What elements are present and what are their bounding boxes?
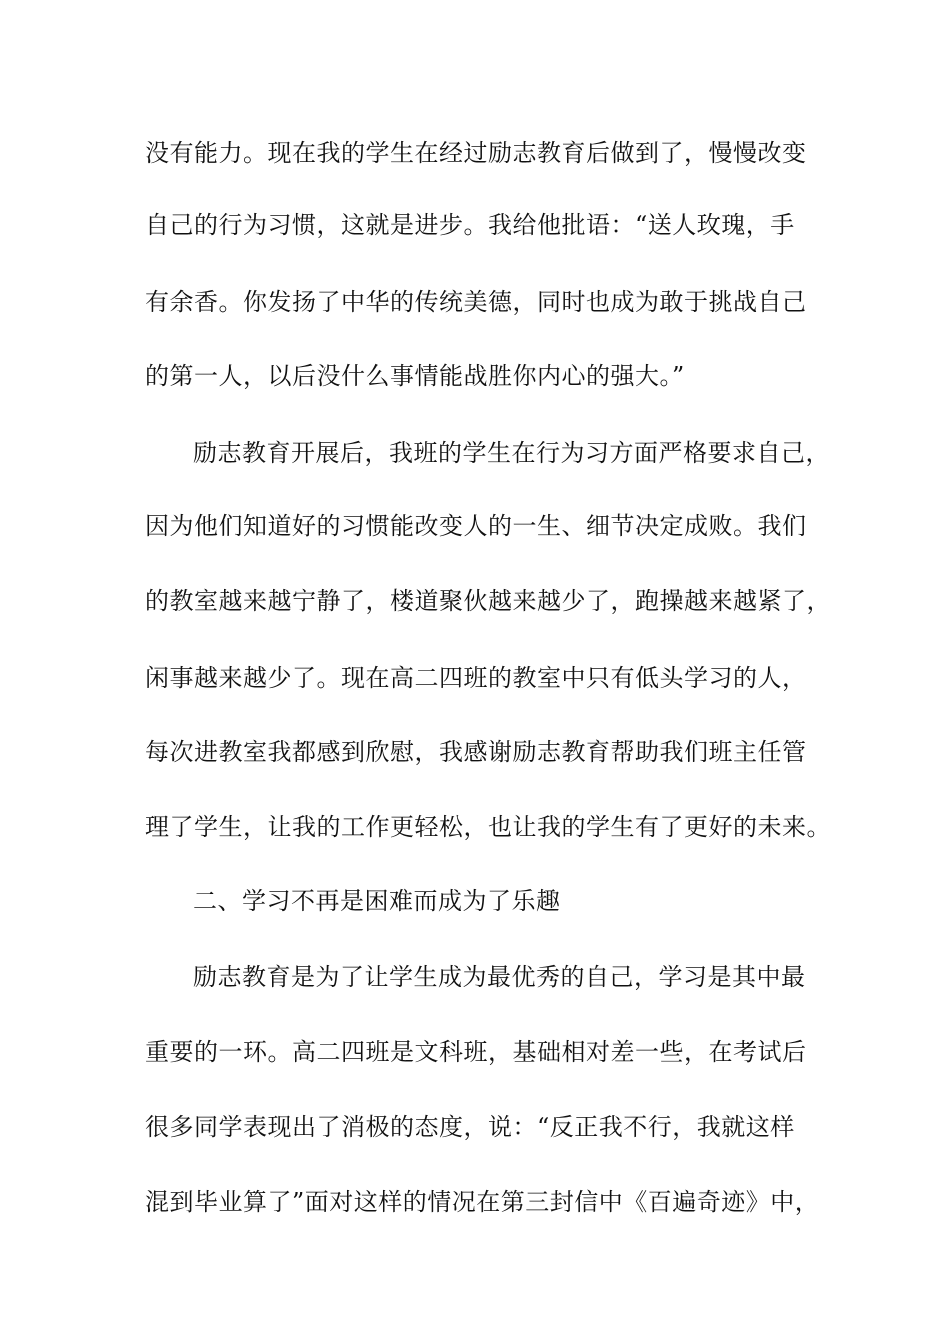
paragraph-line: 有余香。你发扬了中华的传统美德，同时也成为敢于挑战自己: [145, 288, 807, 316]
paragraph-line: 没有能力。现在我的学生在经过励志教育后做到了，慢慢改变: [145, 139, 807, 167]
paragraph-first-line: 励志教育开展后，我班的学生在行为习方面严格要求自己，: [193, 439, 830, 467]
paragraph-line: 自己的行为习惯，这就是进步。我给他批语：“送人玫瑰，手: [145, 211, 795, 239]
section-heading: 二、学习不再是困难而成为了乐趣: [193, 887, 561, 915]
paragraph-line: 混到毕业算了”面对这样的情况在第三封信中《百遍奇迹》中，: [145, 1188, 820, 1216]
paragraph-line: 的教室越来越宁静了，楼道聚伙越来越少了，跑操越来越紧了，: [145, 587, 831, 615]
paragraph-line: 因为他们知道好的习惯能改变人的一生、细节决定成败。我们: [145, 512, 807, 540]
paragraph-first-line: 励志教育是为了让学生成为最优秀的自己，学习是其中最: [193, 963, 806, 991]
paragraph-line: 重要的一环。高二四班是文科班，基础相对差一些，在考试后: [145, 1038, 807, 1066]
paragraph-line: 的第一人，以后没什么事情能战胜你内心的强大。”: [145, 362, 685, 390]
paragraph-line: 每次进教室我都感到欣慰，我感谢励志教育帮助我们班主任管: [145, 738, 807, 766]
paragraph-line: 理了学生，让我的工作更轻松，也让我的学生有了更好的未来。: [145, 813, 831, 841]
paragraph-line: 闲事越来越少了。现在高二四班的教室中只有低头学习的人，: [145, 664, 807, 692]
paragraph-line: 很多同学表现出了消极的态度，说：“反正我不行，我就这样: [145, 1113, 795, 1141]
